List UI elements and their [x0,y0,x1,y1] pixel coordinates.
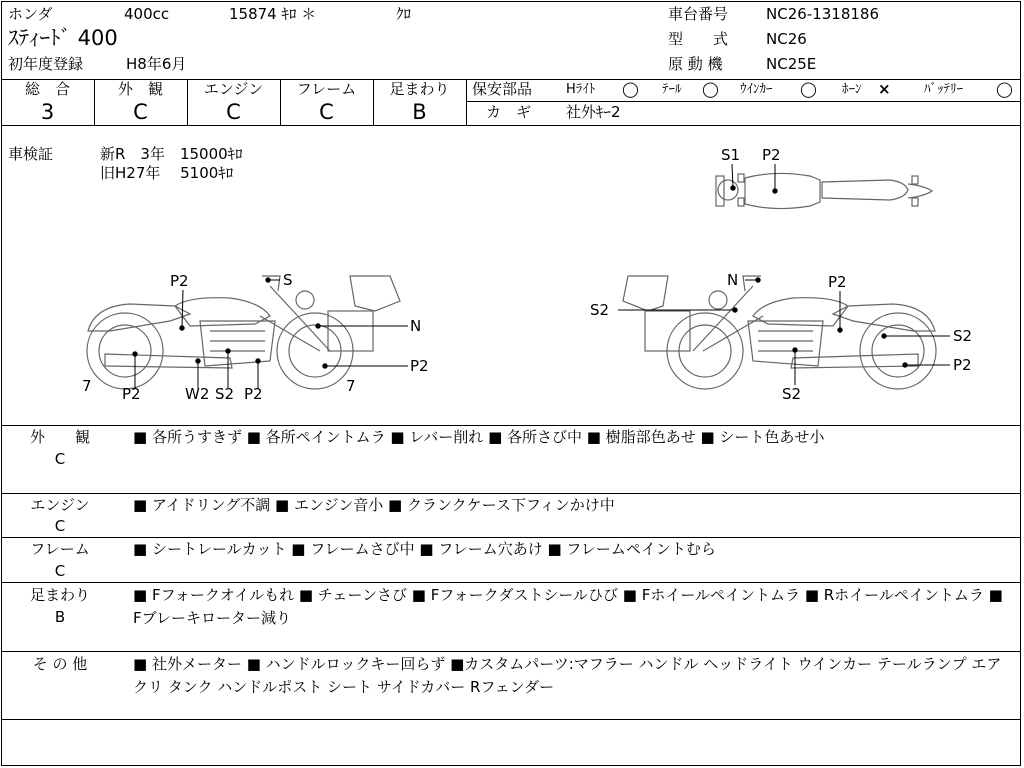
type-label: 型 式 [668,30,729,48]
safety-headlight: Hﾗｲﾄ [566,82,596,97]
model-name: ｽﾃｨｰﾄﾞ 400 [8,26,118,50]
key-label: カ ギ [486,103,532,121]
safety-battery-mark: ◯ [996,80,1013,98]
remark-frame-grade: C [54,562,66,580]
left-p2-bottom-label: P2 [122,385,141,403]
mileage: 15874 ｷﾛ ＊ [229,5,317,23]
grade-engine-label: エンジン [203,80,264,98]
left-side-motorcycle-icon [87,276,400,389]
maker: ホンダ [8,5,53,23]
safety-tail-mark: ◯ [702,80,719,98]
safety-winker-mark: ◯ [800,80,817,98]
color: ｸﾛ [396,5,412,23]
left-s2-label: S2 [215,385,235,403]
remark-other-label: そ の 他 [32,655,88,673]
grade-exterior-value: C [133,100,148,124]
damage-diagram [0,126,1024,426]
safety-horn: ﾎｰﾝ [842,82,862,97]
remark-suspension-text: ■ Fフォークオイルもれ ■ チェーンさび ■ Fフォークダストシールひび ■ Fホイールペイントムラ ■ Rホイールペイントムラ ■ Fブレーキローター減り [133,586,1003,627]
inspection-new: 新R 3年 15000ｷﾛ [100,145,243,163]
remark-engine-label: エンジン [30,496,90,514]
right-s2-right-label: S2 [953,327,973,345]
frame-no-label: 車台番号 [668,5,729,23]
left-p2-b2-label: P2 [244,385,263,403]
right-side-motorcycle-icon [623,276,936,389]
top-p2-label: P2 [762,146,781,164]
first-reg-value: H8年6月 [126,55,187,73]
engine-value: NC25E [766,55,817,73]
right-s2-left-label: S2 [590,301,610,319]
key-value: 社外ｷｰ2 [566,103,621,121]
engine-label: 原 動 機 [668,55,723,73]
grade-exterior-label: 外 観 [117,80,163,98]
frame-no: NC26-1318186 [766,5,879,23]
remark-exterior-text: ■ 各所うすきず ■ 各所ペイントムラ ■ レバー削れ ■ 各所さび中 ■ 樹脂部色あせ ■ シート色あせ小 [133,428,825,446]
remark-frame-label: フレーム [30,540,90,558]
remark-frame-text: ■ シートレールカット ■ フレームさび中 ■ フレーム穴あけ ■ フレームペイントむら [133,540,716,558]
type-value: NC26 [766,30,807,48]
remark-exterior-grade: C [54,450,66,468]
grade-frame-label: フレーム [296,80,357,98]
left-w2-label: W2 [185,385,210,403]
grade-overall-value: 3 [40,100,55,124]
top-s1-label: S1 [721,146,741,164]
remark-engine-grade: C [54,517,66,535]
remark-other-text: ■ 社外メーター ■ ハンドルロックキー回らず ■カスタムパーツ:マフラー ハンドル ヘッドライト ウインカー テールランプ エアクリ タンク ハンドルポスト シート サイドカバー Rフェンダー [133,655,1002,696]
right-p2-rear-label: P2 [953,356,972,374]
remark-suspension-label: 足まわり [29,586,90,604]
safety-label: 保安部品 [472,80,533,98]
grade-overall-label: 総 合 [24,80,70,98]
left-n-label: N [410,317,422,335]
grade-suspension-value: B [412,100,427,124]
grade-engine-value: C [226,100,241,124]
inspection-label: 車検証 [8,145,54,163]
grade-frame-value: C [319,100,334,124]
safety-battery: ﾊﾞｯﾃﾘｰ [924,82,963,97]
left-p2-front-label: P2 [410,357,429,375]
first-reg-label: 初年度登録 [8,55,84,73]
right-p2-tank-label: P2 [828,273,847,291]
inspection-old: 旧H27年 5100ｷﾛ [100,164,234,182]
left-7-front-label: 7 [346,377,356,395]
displacement: 400cc [124,5,170,23]
left-p2-tank-label: P2 [170,272,189,290]
left-7-rear-label: 7 [82,377,92,395]
safety-tail: ﾃｰﾙ [662,82,682,97]
left-s-label: S [283,271,293,289]
safety-winker: ｳｲﾝｶｰ [740,82,773,97]
right-s2-bottom-label: S2 [782,385,802,403]
grade-suspension-label: 足まわり [389,80,450,98]
remark-suspension-grade: B [54,608,66,626]
remark-exterior-label: 外 観 [29,428,90,446]
remark-engine-text: ■ アイドリング不調 ■ エンジン音小 ■ クランクケース下フィンかけ中 [133,496,615,514]
right-n-label: N [727,271,739,289]
top-view-motorcycle-icon [716,173,932,208]
safety-horn-mark: × [878,80,891,98]
safety-headlight-mark: ◯ [622,80,639,98]
